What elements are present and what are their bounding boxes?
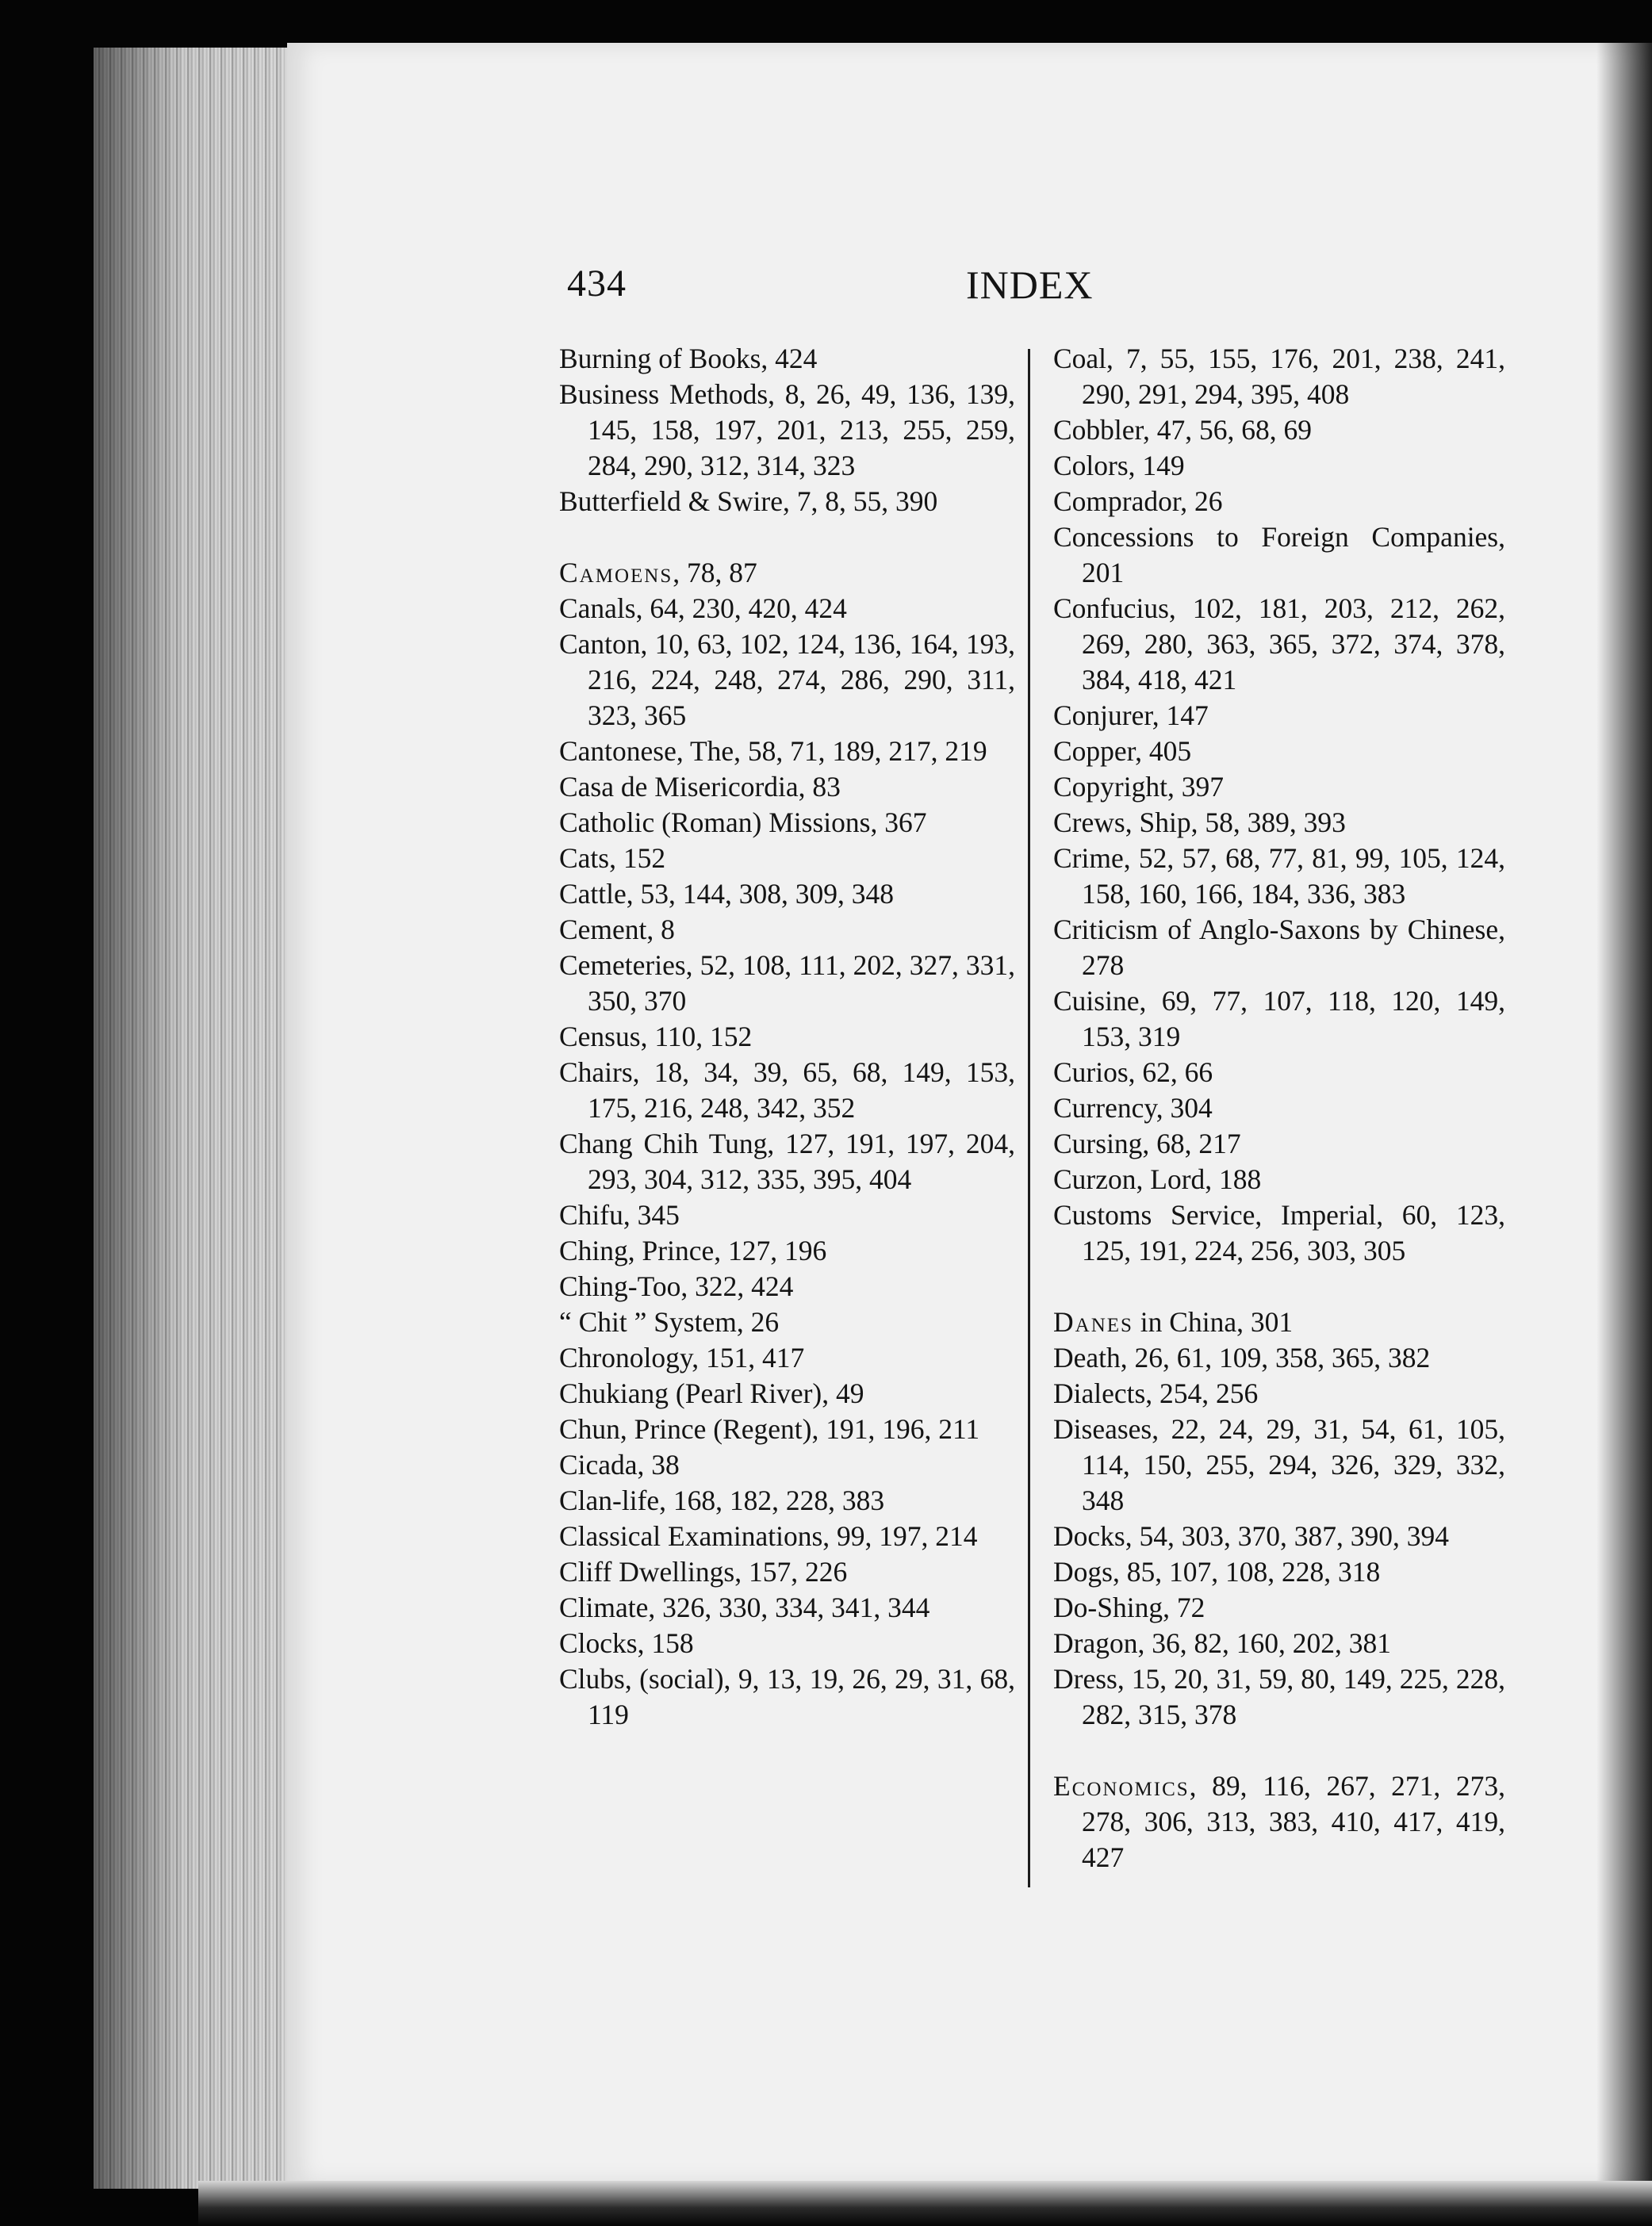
section-gap bbox=[559, 519, 1015, 555]
index-entry bbox=[559, 1483, 1015, 1519]
index-column-left bbox=[559, 341, 1015, 1733]
index-entry bbox=[1053, 591, 1505, 698]
entry-text: Copyright, 397 bbox=[1053, 771, 1224, 803]
entry-text: Do-Shing, 72 bbox=[1053, 1592, 1205, 1623]
index-entry bbox=[1053, 1340, 1505, 1376]
index-entry bbox=[559, 1554, 1015, 1590]
entry-text: Crews, Ship, 58, 389, 393 bbox=[1053, 806, 1346, 838]
index-entry bbox=[1053, 519, 1505, 591]
entry-text: , 78, 87 bbox=[673, 557, 757, 588]
entry-text: “ Chit ” System, 26 bbox=[559, 1306, 780, 1338]
entry-text: Confucius, 102, 181, 203, 212, 262, 269, 280, 363, 365, 372, 374, 378, 384, 418, 421 bbox=[1053, 592, 1505, 695]
entry-text: Ching-Too, 322, 424 bbox=[559, 1270, 794, 1302]
index-entry bbox=[559, 1019, 1015, 1055]
entry-text: Butterfield & Swire, 7, 8, 55, 390 bbox=[559, 485, 938, 517]
entry-text: Catholic (Roman) Missions, 367 bbox=[559, 806, 927, 838]
index-entry bbox=[559, 1590, 1015, 1626]
entry-text: Chairs, 18, 34, 39, 65, 68, 149, 153, 175, 216, 248, 342, 352 bbox=[559, 1056, 1015, 1124]
entry-text: Climate, 326, 330, 334, 341, 344 bbox=[559, 1592, 930, 1623]
index-entry bbox=[1053, 983, 1505, 1055]
index-entry bbox=[1053, 341, 1505, 412]
section-lead-word: Danes bbox=[1053, 1306, 1133, 1338]
entry-text: Cuisine, 69, 77, 107, 118, 120, 149, 153, 319 bbox=[1053, 985, 1505, 1052]
entry-text: Cemeteries, 52, 108, 111, 202, 327, 331, 350, 370 bbox=[559, 949, 1015, 1017]
index-entry bbox=[559, 1197, 1015, 1233]
entry-text: Dialects, 254, 256 bbox=[1053, 1377, 1259, 1409]
entry-text: Cattle, 53, 144, 308, 309, 348 bbox=[559, 878, 895, 910]
index-entry bbox=[559, 734, 1015, 769]
entry-text: Cicada, 38 bbox=[559, 1449, 680, 1481]
entry-text: Dogs, 85, 107, 108, 228, 318 bbox=[1053, 1556, 1381, 1588]
entry-text: Docks, 54, 303, 370, 387, 390, 394 bbox=[1053, 1520, 1449, 1552]
gutter-shadow bbox=[1596, 43, 1652, 2184]
index-entry bbox=[1053, 1412, 1505, 1519]
entry-text: Classical Examinations, 99, 197, 214 bbox=[559, 1520, 978, 1552]
entry-text: Concessions to Foreign Companies, 201 bbox=[1053, 521, 1505, 588]
index-entry bbox=[1053, 1162, 1505, 1197]
index-column-right bbox=[1053, 341, 1505, 1875]
entry-text: Curios, 62, 66 bbox=[1053, 1056, 1213, 1088]
entry-text: Death, 26, 61, 109, 358, 365, 382 bbox=[1053, 1342, 1431, 1374]
index-entry bbox=[1053, 1590, 1505, 1626]
entry-text: Ching, Prince, 127, 196 bbox=[559, 1235, 827, 1266]
entry-text: Business Methods, 8, 26, 49, 136, 139, 145, 158, 197, 201, 213, 255, 259, 284, 290, 312, 314, 323 bbox=[559, 378, 1015, 481]
running-head: INDEX bbox=[966, 262, 1094, 307]
entry-text: Chun, Prince (Regent), 191, 196, 211 bbox=[559, 1413, 980, 1445]
index-entry bbox=[1053, 912, 1505, 983]
index-entry bbox=[559, 1233, 1015, 1269]
entry-text: Clocks, 158 bbox=[559, 1627, 694, 1659]
entry-text: Dragon, 36, 82, 160, 202, 381 bbox=[1053, 1627, 1391, 1659]
entry-text: Cantonese, The, 58, 71, 189, 217, 219 bbox=[559, 735, 987, 767]
index-entry bbox=[559, 1055, 1015, 1126]
index-entry bbox=[559, 1269, 1015, 1305]
page-number: 434 bbox=[567, 262, 627, 305]
entry-text: Cliff Dwellings, 157, 226 bbox=[559, 1556, 848, 1588]
entry-text: Canals, 64, 230, 420, 424 bbox=[559, 592, 847, 624]
index-entry bbox=[559, 805, 1015, 841]
index-entry bbox=[1053, 769, 1505, 805]
entry-text: , 89, 116, 267, 271, 273, 278, 306, 313, 383, 410, 417, 419, 427 bbox=[1082, 1770, 1505, 1873]
index-entry bbox=[1053, 698, 1505, 734]
index-entry bbox=[1053, 448, 1505, 484]
entry-text: Census, 110, 152 bbox=[559, 1021, 753, 1052]
entry-text: Burning of Books, 424 bbox=[559, 343, 818, 374]
index-entry bbox=[559, 1661, 1015, 1733]
index-entry bbox=[1053, 1519, 1505, 1554]
index-entry bbox=[1053, 1376, 1505, 1412]
entry-text: Customs Service, Imperial, 60, 123, 125, 191, 224, 256, 303, 305 bbox=[1053, 1199, 1505, 1266]
entry-text: Dress, 15, 20, 31, 59, 80, 149, 225, 228, 282, 315, 378 bbox=[1053, 1663, 1505, 1730]
entry-text: Diseases, 22, 24, 29, 31, 54, 61, 105, 114, 150, 255, 294, 326, 329, 332, 348 bbox=[1053, 1413, 1505, 1516]
entry-text: Criticism of Anglo-Saxons by Chinese, 278 bbox=[1053, 914, 1505, 981]
index-entry bbox=[559, 341, 1015, 377]
index-entry bbox=[559, 1447, 1015, 1483]
index-entry bbox=[559, 1412, 1015, 1447]
index-entry bbox=[559, 841, 1015, 876]
entry-text: Casa de Misericordia, 83 bbox=[559, 771, 841, 803]
index-entry bbox=[1053, 1554, 1505, 1590]
entry-text: Cursing, 68, 217 bbox=[1053, 1128, 1241, 1159]
entry-text: in China, 301 bbox=[1133, 1306, 1294, 1338]
index-entry bbox=[1053, 1626, 1505, 1661]
index-entry bbox=[559, 876, 1015, 912]
entry-text: Clubs, (social), 9, 13, 19, 26, 29, 31, 68, 119 bbox=[559, 1663, 1015, 1730]
page-bottom-edge bbox=[198, 2181, 1652, 2226]
entry-text: Chang Chih Tung, 127, 191, 197, 204, 293, 304, 312, 335, 395, 404 bbox=[559, 1128, 1015, 1195]
index-entry bbox=[559, 377, 1015, 484]
index-entry bbox=[559, 1126, 1015, 1197]
index-entry bbox=[559, 626, 1015, 734]
index-entry bbox=[1053, 1661, 1505, 1733]
index-entry bbox=[1053, 1126, 1505, 1162]
entry-text: Cobbler, 47, 56, 68, 69 bbox=[1053, 414, 1312, 446]
entry-text: Cement, 8 bbox=[559, 914, 675, 945]
entry-text: Clan-life, 168, 182, 228, 383 bbox=[559, 1485, 885, 1516]
book-page-edges bbox=[94, 48, 292, 2189]
index-entry bbox=[1053, 1090, 1505, 1126]
entry-text: Copper, 405 bbox=[1053, 735, 1192, 767]
index-entry bbox=[1053, 841, 1505, 912]
index-entry bbox=[1053, 1768, 1505, 1875]
entry-text: Colors, 149 bbox=[1053, 450, 1185, 481]
index-entry bbox=[559, 1305, 1015, 1340]
index-entry bbox=[1053, 1055, 1505, 1090]
section-gap bbox=[1053, 1269, 1505, 1305]
section-lead-word: Economics bbox=[1053, 1770, 1190, 1802]
entry-text: Chukiang (Pearl River), 49 bbox=[559, 1377, 864, 1409]
entry-text: Cats, 152 bbox=[559, 842, 666, 874]
index-entry bbox=[1053, 412, 1505, 448]
index-entry bbox=[559, 484, 1015, 519]
index-entry bbox=[559, 591, 1015, 626]
index-entry bbox=[559, 555, 1015, 591]
column-divider-rule bbox=[1028, 349, 1030, 1887]
index-entry bbox=[1053, 1305, 1505, 1340]
entry-text: Currency, 304 bbox=[1053, 1092, 1213, 1124]
index-entry bbox=[559, 948, 1015, 1019]
index-entry bbox=[1053, 1197, 1505, 1269]
index-entry bbox=[1053, 484, 1505, 519]
section-lead-word: Camoens bbox=[559, 557, 673, 588]
entry-text: Curzon, Lord, 188 bbox=[1053, 1163, 1262, 1195]
index-entry bbox=[559, 1376, 1015, 1412]
index-entry bbox=[1053, 805, 1505, 841]
index-entry bbox=[559, 1519, 1015, 1554]
index-entry bbox=[1053, 734, 1505, 769]
index-entry bbox=[559, 1340, 1015, 1376]
entry-text: Chronology, 151, 417 bbox=[559, 1342, 805, 1374]
entry-text: Coal, 7, 55, 155, 176, 201, 238, 241, 290, 291, 294, 395, 408 bbox=[1053, 343, 1505, 410]
entry-text: Comprador, 26 bbox=[1053, 485, 1223, 517]
entry-text: Canton, 10, 63, 102, 124, 136, 164, 193, 216, 224, 248, 274, 286, 290, 311, 323, 365 bbox=[559, 628, 1015, 731]
index-entry bbox=[559, 912, 1015, 948]
index-entry bbox=[559, 1626, 1015, 1661]
entry-text: Conjurer, 147 bbox=[1053, 699, 1209, 731]
index-entry bbox=[559, 769, 1015, 805]
section-gap bbox=[1053, 1733, 1505, 1768]
entry-text: Chifu, 345 bbox=[559, 1199, 680, 1231]
entry-text: Crime, 52, 57, 68, 77, 81, 99, 105, 124, 158, 160, 166, 184, 336, 383 bbox=[1053, 842, 1505, 910]
